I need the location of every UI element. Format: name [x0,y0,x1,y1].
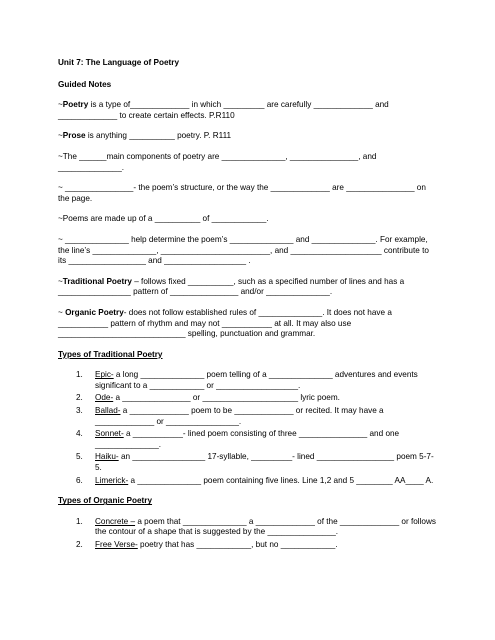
note-lines [58,235,437,267]
note-prose [58,131,437,142]
organic-types-heading: Types of Organic Poetry [58,496,153,506]
note-prefix: ~ [58,100,63,110]
item-number: 2. [76,540,83,549]
list-item [58,540,437,551]
item-term: Limerick- [95,475,129,485]
list-item [58,452,437,473]
note-term: Organic Poetry [65,307,124,317]
list-item [58,476,437,487]
list-item [58,406,437,427]
item-text: a long ______________ poem telling of a ______________ adventures and events significant to a ____________ or __________________. [95,370,418,390]
traditional-types-list [58,370,437,486]
page-title: Unit 7: The Language of Poetry [58,58,180,67]
note-prefix: ~ [58,276,63,286]
note-text: – follows fixed __________, such as a specified number of lines and has a ________________ pattern of _______________ and/or ______________. [58,276,405,297]
item-text: poetry that has ____________, but no ____________. [137,540,338,549]
item-term: Sonnet- [95,429,124,439]
item-text: a poem that ______________ a _____________ of the _____________ or follows the contour of a shape that is suggested by the _______________. [95,516,436,537]
note-text: - does not follow established rules of ______________. It does not have a ___________ pattern of rhythm and may not ___________ at all. It may also use ____________________________ spelling, punctuation and grammar. [58,307,392,339]
note-text: ~Poems are made up of a __________ of ____________. [58,214,269,224]
list-item [58,429,437,450]
item-text: a ______________ poem containing five lines. Line 1,2 and 5 ________ AA____ A. [128,475,434,485]
item-term: Concrete – [95,516,136,526]
item-number: 1. [76,370,83,380]
item-text: a ___________- lined poem consisting of three _______________ and one ______________. [95,429,400,449]
item-term: Ode- [95,393,114,403]
note-prefix: ~ [58,131,63,141]
item-number: 6. [76,475,83,485]
notes-section [58,100,437,340]
note-term: Poetry [62,100,89,110]
list-item [58,370,437,391]
item-text: an ________________ 17-syllable, _________- lined _________________ poem 5-7-5. [95,452,434,473]
traditional-types-heading: Types of Traditional Poetry [58,349,163,359]
note-text: ~The ______main components of poetry are ______________, _______________, and ______________. [58,151,377,172]
item-term: Epic- [95,370,114,380]
item-text: a _____________ poem to be _____________ or recited. It may have a _____________ or ________________. [95,406,384,426]
item-number: 1. [76,516,83,526]
note-text: is anything __________ poetry. P. R111 [85,131,232,141]
item-number: 3. [76,406,83,416]
organic-types-list [58,517,437,551]
note-stanzas [58,214,437,225]
item-term: Haiku- [95,452,119,462]
item-text: a _______________ or _____________________ lyric poem. [113,393,340,403]
item-term: Free Verse- [95,540,138,549]
list-item [58,517,437,538]
note-text: is a type of_____________ in which _________ are carefully _____________ and _____________ to create certain effects. P.R110 [58,100,389,120]
note-term: Traditional Poetry [62,276,132,286]
note-form [58,183,437,204]
list-item [58,393,437,404]
item-number: 2. [76,393,83,403]
note-text: ~ ______________ help determine the poem’s ______________ and ______________. For example, the line’s ______________, ________________________, and ____________________ contribute to its _________________ and __________________ . [58,234,429,266]
note-poetry [58,100,437,121]
note-traditional [58,277,437,298]
note-components [58,152,437,173]
item-number: 5. [76,452,83,462]
note-term: Prose [62,131,86,141]
note-prefix: ~ [58,307,66,317]
note-organic [58,308,437,340]
item-term: Ballad- [95,406,121,416]
item-number: 4. [76,429,83,439]
note-text: ~ _______________- the poem’s structure, or the way the _____________ are _______________ on the page. [58,183,426,203]
page-subtitle: Guided Notes [58,79,112,89]
